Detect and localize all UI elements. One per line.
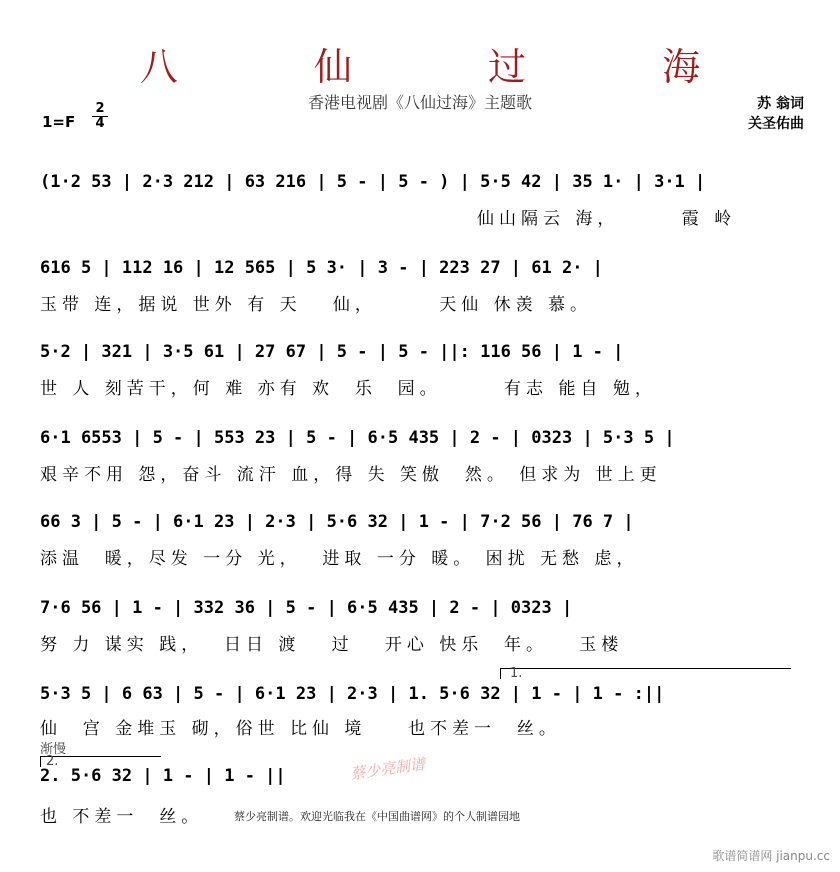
subtitle: 香港电视剧《八仙过海》主题歌	[307, 93, 532, 112]
time-sig-bottom: 4	[95, 116, 105, 131]
lyric-row-4: 艰辛不用 怨，奋斗 流汗 血，得 失 笑傲 然。 但求为 世上更	[40, 465, 662, 485]
key-signature: 1=F	[42, 113, 76, 131]
ritardando-mark: 渐慢	[40, 742, 67, 757]
notation-row-2: 616 5 | 112 16 | 12 565 | 5 3· | 3 - | 223 27 | 61 2· |	[40, 258, 603, 278]
lyric-row-1: 仙山隔云 海， 霞 岭	[40, 209, 737, 229]
footer-note: 蔡少亮制谱。欢迎光临我在《中国曲谱网》的个人制谱园地	[234, 810, 520, 823]
lyric-row-3: 世 人 刻苦干，何 难 亦有 欢 乐 园。 有志 能自 勉，	[40, 379, 657, 399]
page-title: 八 仙 过 海	[139, 45, 763, 89]
ending-2-label: 2.	[46, 754, 59, 769]
lyric-row-6: 努 力 谋实 践， 日日 渡 过 开心 快乐 年。 玉楼	[40, 635, 624, 655]
time-signature	[92, 102, 108, 131]
notation-row-8: 2. 5·6 32 | 1 - | 1 - ||	[40, 766, 286, 786]
watermark: 蔡少亮制谱	[349, 754, 426, 784]
lyric-row-5: 添温 暖，尽发 一分 光， 进取 一分 暖。 困扰 无愁 虑，	[40, 549, 639, 569]
notation-row-6: 7·6 56 | 1 - | 332 36 | 5 - | 6·5 435 | 2 - | 0323 |	[40, 598, 573, 618]
lyricist: 苏 翁词	[757, 96, 804, 112]
composer: 关圣佑曲	[748, 116, 804, 132]
notation-row-4: 6·1 6553 | 5 - | 553 23 | 5 - | 6·5 435 | 2 - | 0323 | 5·3 5 |	[40, 428, 675, 448]
time-sig-top: 2	[92, 102, 108, 117]
ending-1-label: 1.	[510, 666, 523, 681]
lyric-row-2: 玉带 连，据说 世外 有 天 仙， 天仙 休羡 慕。	[40, 295, 593, 315]
notation-row-1: (1·2 53 | 2·3 212 | 63 216 | 5 - | 5 - ) | 5·5 42 | 35 1· | 3·1 |	[40, 172, 706, 192]
lyric-row-8: 也 不差一 丝。	[40, 807, 204, 827]
notation-row-5: 66 3 | 5 - | 6·1 23 | 2·3 | 5·6 32 | 1 - | 7·2 56 | 76 7 |	[40, 512, 634, 532]
credits	[748, 94, 804, 134]
first-ending-bracket	[500, 668, 791, 679]
notation-row-7: 5·3 5 | 6 63 | 5 - | 6·1 23 | 2·3 | 1. 5·6 32 | 1 - | 1 - :||	[40, 684, 665, 704]
notation-row-3: 5·2 | 321 | 3·5 61 | 27 67 | 5 - | 5 - ||: 116 56 | 1 - |	[40, 342, 624, 362]
lyric-row-7: 仙 宫 金堆玉 砌，俗世 比仙 境 也不差一 丝。	[40, 719, 561, 739]
site-mark: 歌谱简谱网 jianpu.cc	[712, 849, 830, 863]
